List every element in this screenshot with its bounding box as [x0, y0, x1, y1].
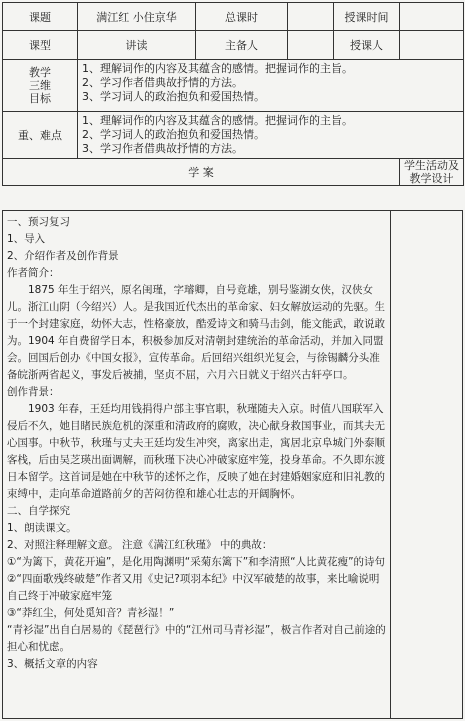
type-label: 课型: [3, 31, 78, 60]
objectives-label: [3, 60, 78, 112]
lecturer-value[interactable]: [400, 31, 464, 60]
preparer-value[interactable]: [288, 31, 334, 60]
student-activity-column[interactable]: [390, 211, 462, 718]
objective-item: 2、学习作者借典故抒情的方法。: [82, 76, 243, 89]
background-paragraph: 1903 年春，王廷均用钱捐得户部主事官职，秋瑾随夫入京。时值八国联军入侵后不久，她目睹民族危机的深重和清政府的腐败，决心献身救国事业，而其夫无心国事。中秋节，秋瑾与丈夫王廷均发生冲突，离家出走，寓居北京阜城门外泰顺客栈，后由吴芝瑛出面调解，而秋瑾下决心冲破家庭牢笼，投身革命。不久即东渡日本留学。这首词是她在中秋节的述怀之作，反映了她在封建婚姻家庭和旧礼教的束缚中，走向革命道路前夕的苦闷彷徨和雄心壮志的开阔胸怀。: [7, 403, 385, 500]
objectives-label-line3: 目标: [29, 92, 51, 105]
side-heading-line2: 教学设计: [409, 172, 454, 185]
side-heading-line1: 学生活动及: [404, 159, 459, 172]
objective-item: 3、学习词人的政治抱负和爱国热情。: [82, 90, 265, 103]
teaching-time-label: 授课时间: [334, 3, 400, 31]
key-points-label: 重、难点: [3, 112, 78, 159]
section-heading: 一、预习复习: [7, 216, 70, 228]
xuean-heading: 学 案: [3, 159, 400, 186]
step-item: 2、介绍作者及创作背景: [7, 250, 119, 262]
allusion-item: ③“莽红尘，何处觅知音？青衫湿！”: [7, 607, 175, 619]
key-point-item: 1、理解词作的内容及其蕴含的感情。把握词作的主旨。: [82, 114, 353, 127]
step-item: 1、导入: [7, 233, 46, 245]
allusion-item: ①“为篱下，黄花开遍”，是化用陶渊明“采菊东篱下”和李清照“人比黄花瘦”的诗句: [7, 556, 386, 568]
total-hours-label: 总课时: [196, 3, 288, 31]
allusion-note: “青衫湿”出自白居易的《琵琶行》中的“江州司马青衫湿”，极言作者对自己前途的担心和忧虑。: [7, 624, 386, 653]
objectives-list: [78, 60, 464, 112]
total-hours-value[interactable]: [288, 3, 334, 31]
objectives-label-line2: 三维: [29, 79, 51, 92]
lesson-body: [2, 210, 463, 719]
author-bio-paragraph: 1875 年生于绍兴，原名闺瑾，字璿卿，自号竟雄，别号鉴湖女侠，汉侠女儿。浙江山阴（今绍兴）人。是我国近代杰出的革命家、妇女解放运动的先驱。生于一个封建家庭，幼怀大志，性格豪放，酷爱诗文和骑马击剑，能文能武，敢说敢为。1904 年自费留学日本，积极参加反对清朝封建统治的革命活动，并加入同盟会。回国后创办《中国女报》，宣传革命。后回绍兴组织光复会，与徐锡麟分头准备皖浙两省起义，事发后被捕，坚贞不屈，六月六日就义于绍兴古轩亭口。: [7, 284, 385, 381]
objectives-label-line1: 教学: [29, 66, 51, 79]
course-label: 课题: [3, 3, 78, 31]
lecturer-label: 授课人: [334, 31, 400, 60]
lesson-header-table: [2, 2, 464, 186]
preparer-label: 主备人: [196, 31, 288, 60]
step-item: 2、对照注释理解文意。 注意《满江红秋瑾》 中的典故：: [7, 539, 273, 551]
type-value: 讲读: [78, 31, 196, 60]
teaching-time-value[interactable]: [400, 3, 464, 31]
objective-item: 1、理解词作的内容及其蕴含的感情。把握词作的主旨。: [82, 62, 353, 75]
course-value: 满江红 小住京华: [78, 3, 196, 31]
lesson-content: [7, 214, 387, 673]
subheading: 作者简介：: [7, 267, 60, 279]
student-activity-heading: [400, 159, 464, 186]
key-point-item: 3、学习作者借典故抒情的方法。: [82, 142, 243, 155]
section-heading: 二、自学探究: [7, 505, 70, 517]
allusion-item: ②“四面歌残终破楚”作者又用《史记?项羽本纪》中汉军破楚的故事，来比喻说明自己终于冲破家庭牢笼: [7, 573, 380, 602]
step-item: 1、朗读课文。: [7, 522, 77, 534]
key-points-list: [78, 112, 464, 159]
subheading: 创作背景：: [7, 386, 60, 398]
step-item: 3、概括文章的内容: [7, 658, 98, 670]
key-point-item: 2、学习词人的政治抱负和爱国热情。: [82, 128, 265, 141]
